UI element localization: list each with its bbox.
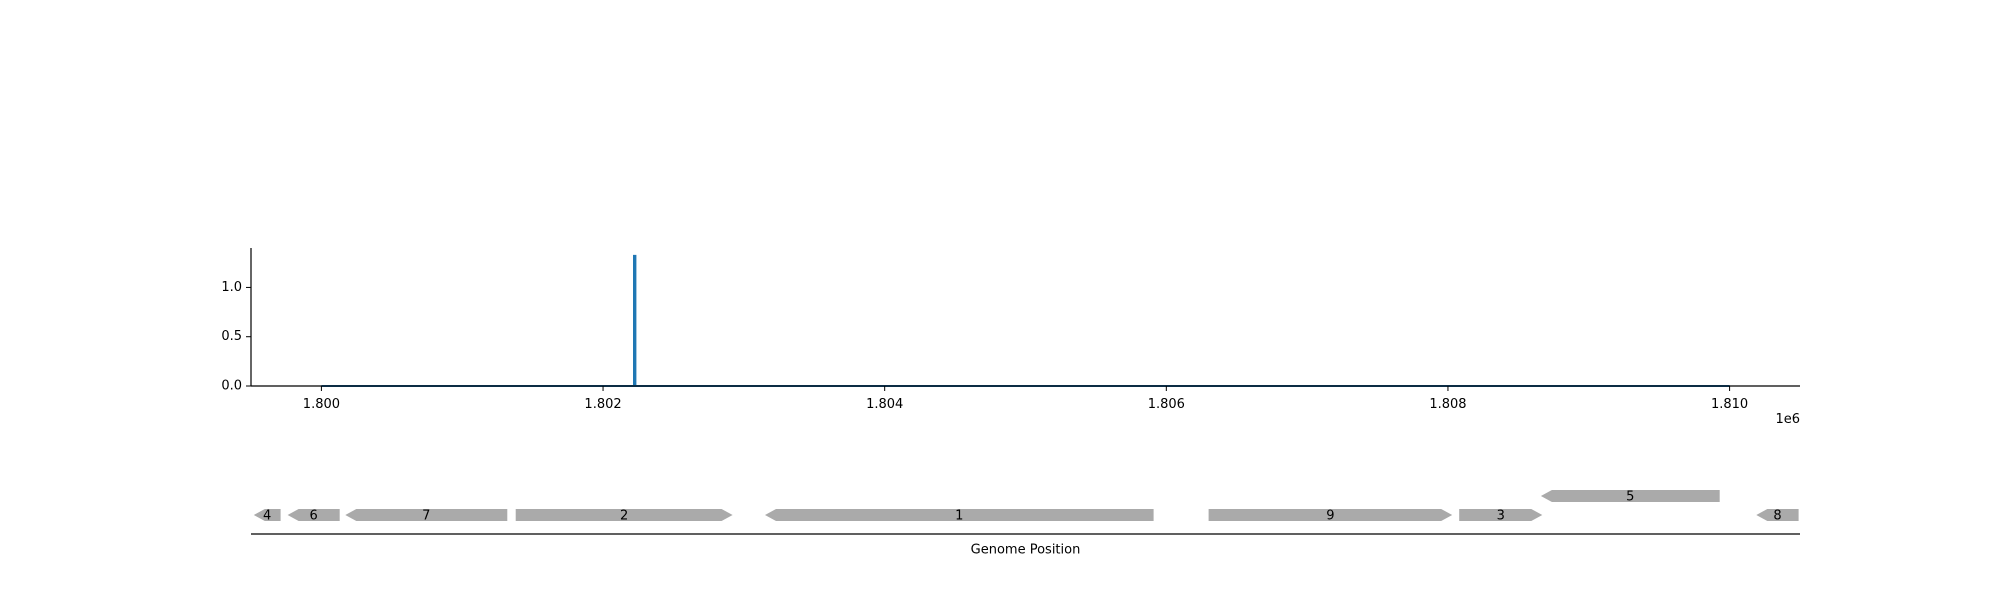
gene-label: 9 [1326,508,1335,524]
coverage-series [321,256,1729,386]
genes [254,490,1799,524]
gene-label: 4 [263,508,272,524]
gene-track [251,490,1800,558]
y-tick-label: 0.5 [221,329,242,345]
gene-6 [288,509,340,524]
y-tick-label: 1.0 [221,279,242,295]
x-tick-label: 1.804 [866,397,904,412]
gene-7 [345,509,507,524]
gene-label: 7 [422,508,431,524]
x-tick-label: 1.800 [302,397,341,412]
gene-1 [765,509,1154,524]
x-ticks [303,386,1748,412]
gene-5 [1541,490,1720,505]
gene-9 [1209,509,1453,524]
gene-4 [254,509,281,524]
y-tick-label: 0.0 [221,378,242,394]
gene-3 [1459,509,1542,524]
x-offset-label: 1e6 [1775,412,1800,427]
y-ticks [221,280,251,394]
series-line-coverage [321,256,1729,386]
x-tick-label: 1.810 [1710,397,1749,412]
gene-2 [516,509,733,524]
gene-8 [1756,509,1798,524]
x-tick-label: 1.808 [1429,397,1467,412]
gene-label: 3 [1496,508,1505,524]
x-tick-label: 1.802 [584,397,622,412]
gene-label: 1 [955,508,964,524]
gene-label: 6 [309,508,318,524]
gene-label: 5 [1626,489,1635,505]
coverage-plot [221,248,1800,427]
gene-label: 8 [1773,508,1782,524]
gene-label: 2 [620,508,629,524]
x-tick-label: 1.806 [1147,397,1185,412]
track-xlabel: Genome Position [970,542,1081,558]
